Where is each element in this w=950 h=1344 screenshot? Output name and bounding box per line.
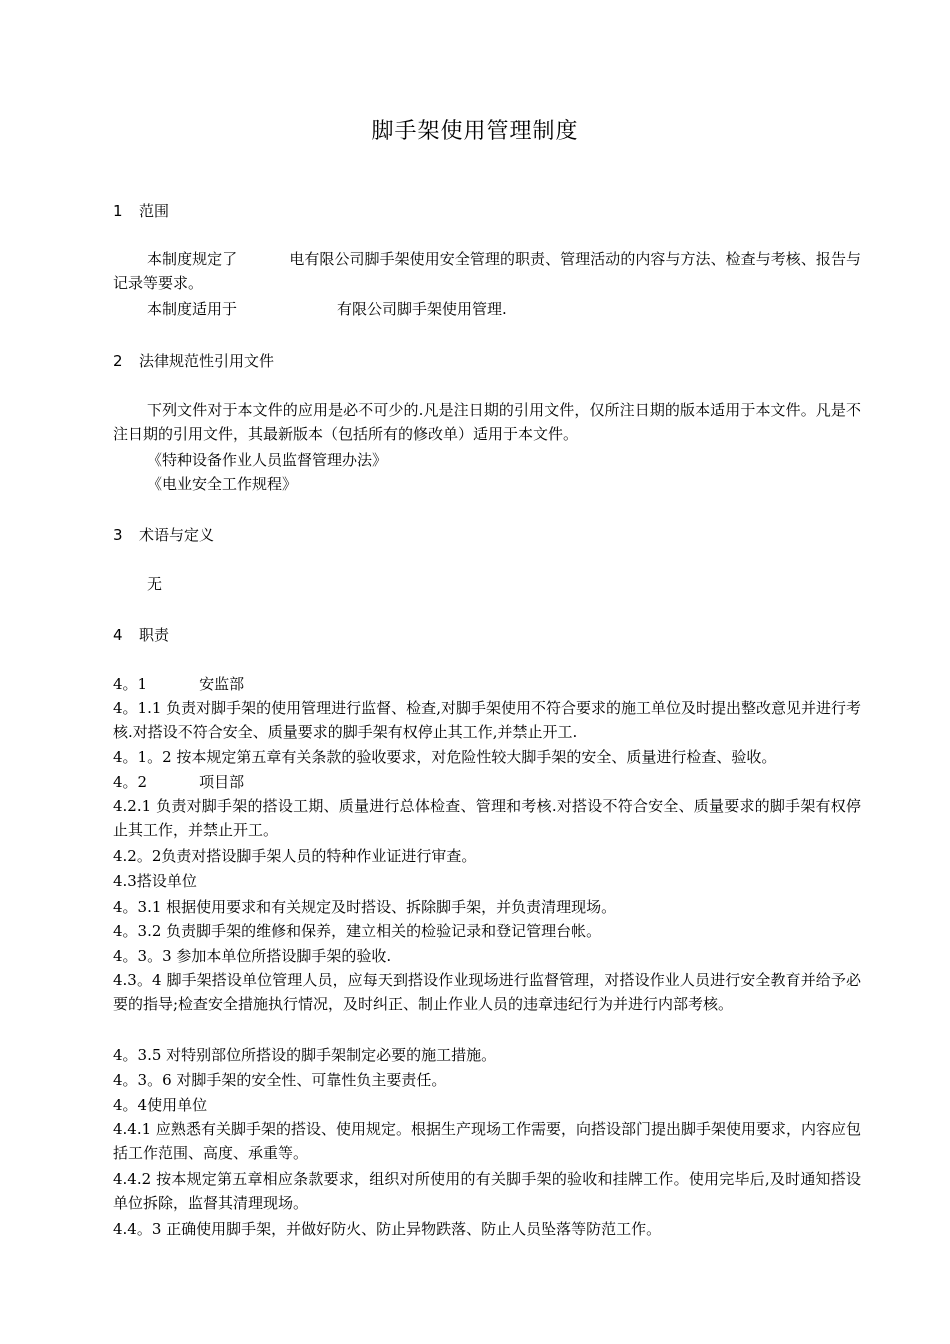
scope-paragraph-1 (113, 247, 861, 295)
duty-4-1-2: 4。1。2 按本规定第五章有关条款的验收要求，对危险性较大脚手架的安全、质量进行检查、验收。 (113, 748, 777, 766)
duty-4-4-3: 4.4。3 正确使用脚手架，并做好防火、防止异物跌落、防止人员坠落等防范工作。 (113, 1220, 662, 1238)
section-title: 术语与定义 (139, 526, 215, 544)
document-title: 脚手架使用管理制度 (371, 119, 579, 144)
duty-4-2-2: 4.2。2负责对搭设脚手架人员的特种作业证进行审查。 (113, 847, 477, 865)
section-heading-references (113, 350, 274, 371)
duty-4-1-heading (113, 672, 861, 696)
section-title: 法律规范性引用文件 (139, 352, 275, 370)
scope-paragraph-2 (113, 297, 861, 321)
references-paragraph: 下列文件对于本文件的应用是必不可少的.凡是注日期的引用文件，仅所注日期的版本适用于本文件。凡是不注日期的引用文件，其最新版本（包括所有的修改单）适用于本文件。 (113, 401, 861, 443)
scope-applies-a: 本制度适用于 (147, 300, 238, 318)
section-title: 职责 (139, 626, 170, 644)
duty-4-2-heading (113, 770, 861, 794)
section-number: 4 (113, 626, 123, 644)
scope-text-b: 电有限公司脚手架使用安全管理的职责、管理活动的内容与方法、检查与考核、报告与记录等要求。 (113, 250, 861, 292)
duty-4-4-2: 4.4.2 按本规定第五章相应条款要求，组织对所使用的有关脚手架的验收和挂牌工作。使用完毕后,及时通知搭设单位拆除，监督其清理现场。 (113, 1170, 861, 1212)
duty-4-3-6: 4。3。6 对脚手架的安全性、可靠性负主要责任。 (113, 1071, 447, 1089)
duty-department: 项目部 (199, 773, 245, 791)
section-heading-scope (113, 200, 169, 221)
reference-doc-2: 《电业安全工作规程》 (147, 475, 298, 493)
scope-text-a: 本制度规定了 (147, 250, 238, 268)
duty-4-3-heading: 4.3搭设单位 (113, 872, 197, 890)
duty-4-2-1: 4.2.1 负责对脚手架的搭设工期、质量进行总体检查、管理和考核.对搭设不符合安全、质量要求的脚手架有权停止其工作，并禁止开工。 (113, 797, 861, 839)
duty-number: 4。1 (113, 675, 148, 693)
duty-4-3-5: 4。3.5 对特别部位所搭设的脚手架制定必要的施工措施。 (113, 1046, 497, 1064)
duty-4-3-3: 4。3。3 参加本单位所搭设脚手架的验收. (113, 947, 392, 965)
section-number: 3 (113, 526, 123, 544)
duty-4-4-heading: 4。4使用单位 (113, 1096, 208, 1114)
section-number: 1 (113, 202, 123, 220)
duty-4-3-1: 4。3.1 根据使用要求和有关规定及时搭设、拆除脚手架，并负责清理现场。 (113, 898, 617, 916)
reference-doc-1: 《特种设备作业人员监督管理办法》 (147, 451, 388, 469)
duty-4-4-1: 4.4.1 应熟悉有关脚手架的搭设、使用规定。根据生产现场工作需要，向搭设部门提出脚手架使用要求，内容应包括工作范围、高度、承重等。 (113, 1120, 861, 1162)
section-heading-duties (113, 624, 169, 645)
section-number: 2 (113, 352, 123, 370)
duty-4-1-1: 4。1.1 负责对脚手架的使用管理进行监督、检查,对脚手架使用不符合要求的施工单位及时提出整改意见并进行考核.对搭设不符合安全、质量要求的脚手架有权停止其工作,并禁止开工. (113, 699, 861, 741)
scope-applies-b: 有限公司脚手架使用管理. (337, 300, 507, 318)
terms-none: 无 (147, 575, 163, 593)
section-heading-terms (113, 524, 214, 545)
section-title: 范围 (139, 202, 170, 220)
duty-number: 4。2 (113, 773, 148, 791)
duty-department: 安监部 (199, 675, 245, 693)
duty-4-3-4: 4.3。4 脚手架搭设单位管理人员，应每天到搭设作业现场进行监督管理，对搭设作业人员进行安全教育并给予必要的指导;检查安全措施执行情况，及时纠正、制止作业人员的违章违纪行为并进行内部考核。 (113, 971, 861, 1013)
duty-4-3-2: 4。3.2 负责脚手架的维修和保养，建立相关的检验记录和登记管理台帐。 (113, 922, 602, 940)
